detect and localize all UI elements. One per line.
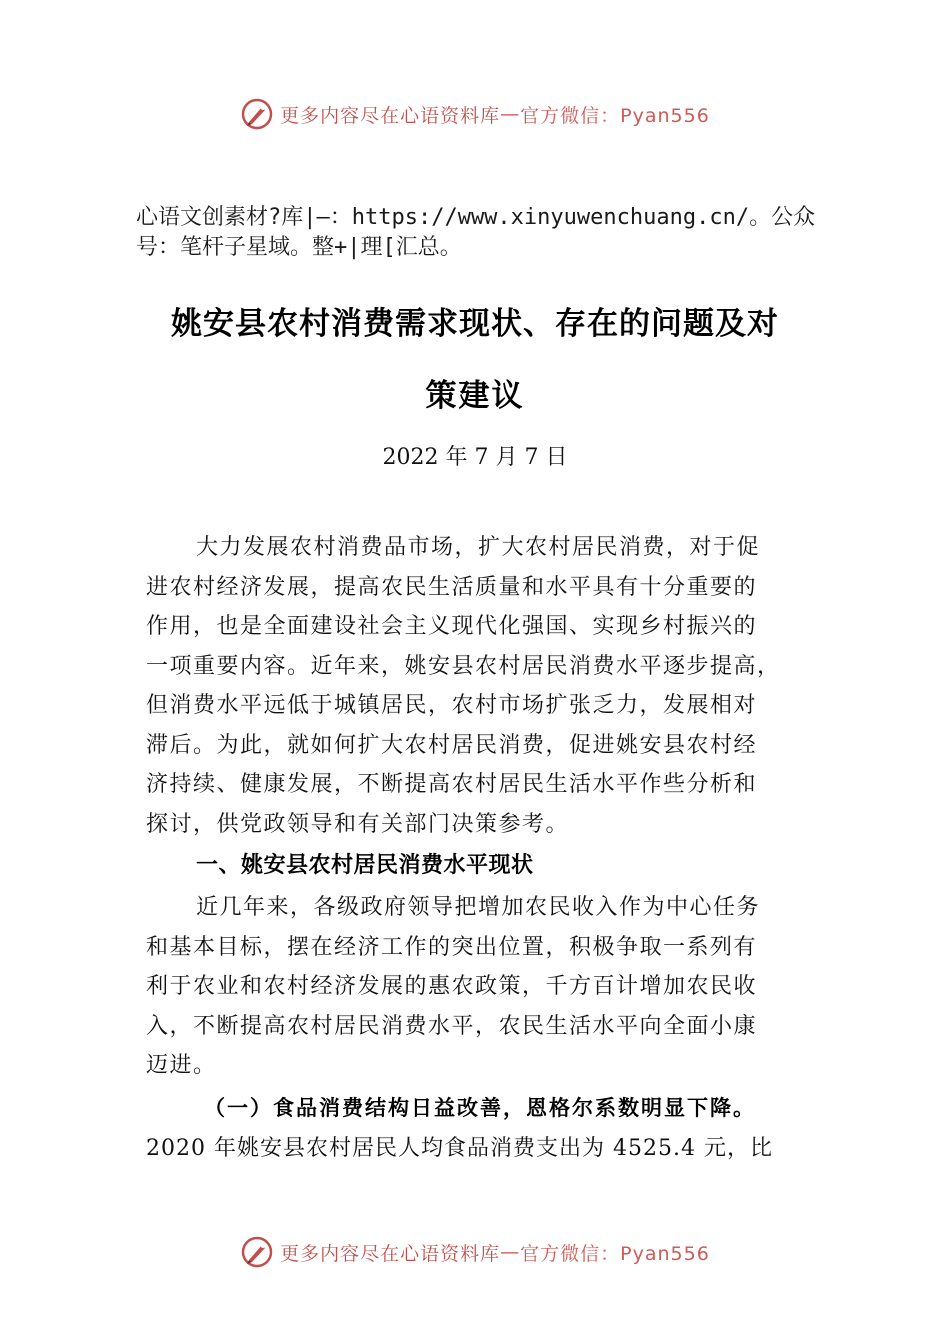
header-banner	[0, 92, 950, 136]
section-1-heading: 一、姚安县农村居民消费水平现状	[196, 853, 534, 878]
section-1-line: 和基本目标，摆在经济工作的突出位置，积极争取一系列有	[146, 934, 758, 960]
intro-line: 作用，也是全面建设社会主义现代化强国、实现乡村振兴的	[146, 614, 758, 639]
document-title-line-2: 策建议	[425, 378, 525, 414]
section-1-paragraph	[146, 888, 806, 1086]
subsection-1-line: 2020 年姚安县农村居民人均食品消费支出为 4525.4 元，比	[146, 1136, 773, 1161]
pen-logo-icon	[240, 1235, 274, 1269]
intro-line: 进农村经济发展，提高农民生活质量和水平具有十分重要的	[146, 574, 758, 600]
source-note-line-2: 号：笔杆子星域。整+|理[汇总。	[136, 235, 462, 260]
intro-line: 一项重要内容。近年来，姚安县农村居民消费水平逐步提高，	[146, 653, 781, 679]
banner-dash: —	[500, 1241, 521, 1263]
section-1-line: 近几年来，各级政府领导把增加农民收入作为中心任务	[196, 895, 761, 920]
footer-banner	[0, 1230, 950, 1274]
document-date: 2022 年 7 月 7 日	[382, 445, 568, 470]
intro-line: 大力发展农村消费品市场，扩大农村居民消费，对于促	[196, 535, 761, 560]
subsection-1-paragraph	[146, 1129, 806, 1169]
intro-line: 但消费水平远低于城镇居民，农村市场扩张乏力，发展相对	[146, 693, 758, 718]
intro-paragraph	[146, 528, 806, 844]
intro-line: 济持续、健康发展，不断提高农村居民生活水平作些分析和	[146, 772, 758, 797]
source-note-line-1: 心语文创素材?库|—：https://www.xinyuwenchuang.cn/。公众	[136, 205, 816, 230]
document-title-line-1: 姚安县农村消费需求现状、存在的问题及对	[171, 306, 779, 342]
banner-dash: —	[500, 103, 521, 125]
banner-right-text: 官方微信：Pyan556	[520, 1242, 710, 1265]
pen-logo-icon	[240, 97, 274, 131]
banner-right-text: 官方微信：Pyan556	[520, 104, 710, 127]
banner-left-text: 更多内容尽在心语资料库	[280, 104, 501, 127]
subsection-1-heading: （一）食品消费结构日益改善，恩格尔系数明显下降。	[204, 1096, 756, 1120]
intro-line: 探讨，供党政领导和有关部门决策参考。	[146, 811, 570, 837]
section-1-line: 迈进。	[146, 1053, 217, 1078]
source-note	[136, 203, 850, 263]
banner-left-text: 更多内容尽在心语资料库	[280, 1242, 501, 1265]
section-1-line: 利于农业和农村经济发展的惠农政策，千方百计增加农民收	[146, 974, 758, 999]
intro-line: 滞后。为此，就如何扩大农村居民消费，促进姚安县农村经	[146, 732, 758, 758]
section-1-line: 入，不断提高农村居民消费水平，农民生活水平向全面小康	[146, 1013, 758, 1039]
